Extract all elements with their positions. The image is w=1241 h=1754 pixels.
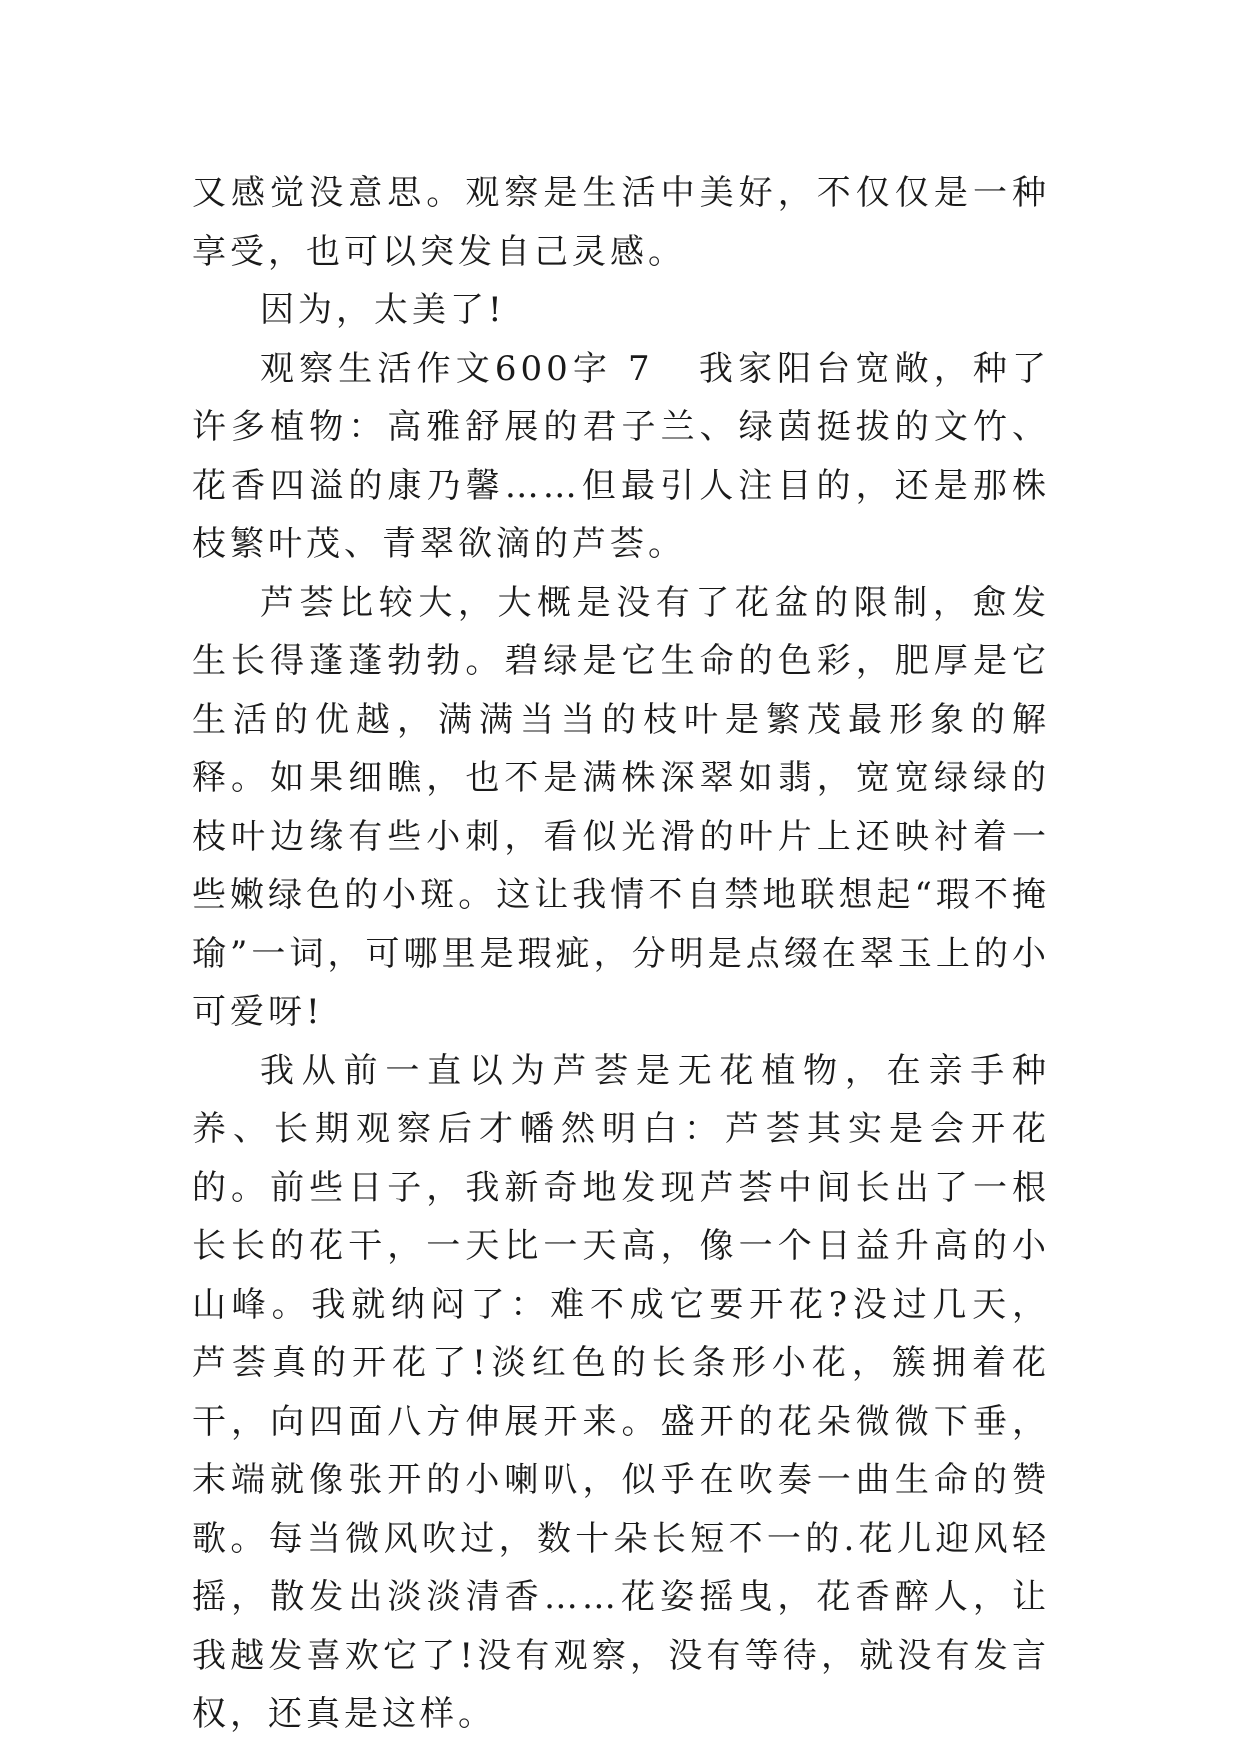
paragraph-continuation: 又感觉没意思。观察是生活中美好，不仅仅是一种享受，也可以突发自己灵感。 (192, 173, 1050, 272)
document-body (192, 164, 1050, 1744)
paragraph-exclamation: 因为，太美了! (260, 290, 506, 330)
essay-intro-text: 我家阳台宽敞，种了许多植物：高雅舒展的君子兰、绿茵挺拔的文竹、花香四溢的康乃馨……但最引人注目的，还是那株枝繁叶茂、青翠欲滴的芦荟。 (192, 348, 1050, 564)
paragraph-essay-intro (192, 340, 1050, 574)
paragraph-aloe-description: 芦荟比较大，大概是没有了花盆的限制，愈发生长得蓬蓬勃勃。碧绿是它生命的色彩，肥厚是它生活的优越，满满当当的枝叶是繁茂最形象的解释。如果细瞧，也不是满株深翠如翡，宽宽绿绿的枝叶边缘有些小刺，看似光滑的叶片上还映衬着一些嫩绿色的小斑。这让我情不自禁地联想起“瑕不掩瑜”一词，可哪里是瑕疵，分明是点缀在翠玉上的小可爱呀! (192, 582, 1050, 1032)
paragraph-aloe-flowering: 我从前一直以为芦荟是无花植物，在亲手种养、长期观察后才幡然明白：芦荟其实是会开花的。前些日子，我新奇地发现芦荟中间长出了一根长长的花干，一天比一天高，像一个日益升高的小山峰。我就纳闷了：难不成它要开花?没过几天，芦荟真的开花了!淡红色的长条形小花，簇拥着花干，向四面八方伸展开来。盛开的花朵微微下垂，末端就像张开的小喇叭，似乎在吹奏一曲生命的赞歌。每当微风吹过，数十朵长短不一的.花儿迎风轻摇，散发出淡淡清香……花姿摇曳，花香醉人，让我越发喜欢它了!没有观察，没有等待，就没有发言权，还真是这样。 (192, 1050, 1050, 1734)
essay-heading: 观察生活作文600字 7 (260, 348, 654, 389)
